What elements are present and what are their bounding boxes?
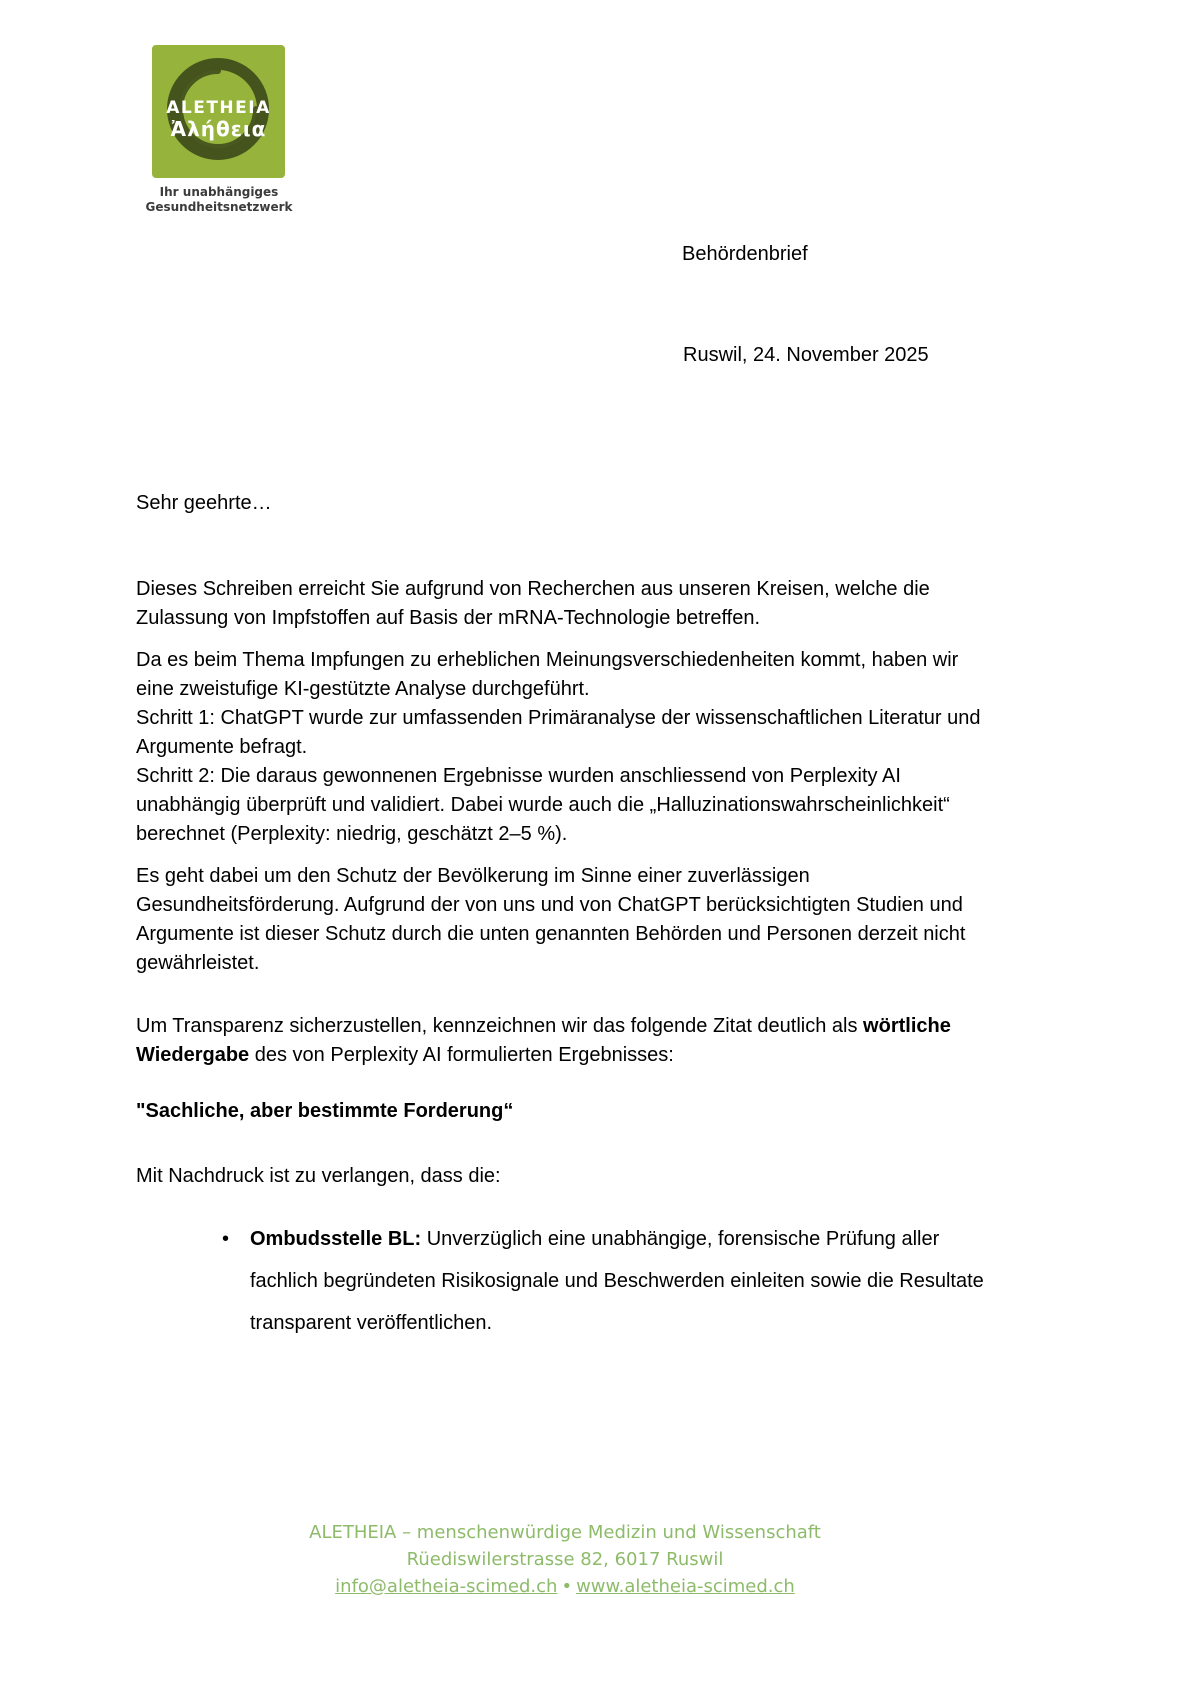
analysis-step2-line: Schritt 2: Die daraus gewonnenen Ergebnisse wurden anschliessend von Perplexity AI unabhängig überprüft und validiert. Dabei wurde auch die „Halluzinationswahrscheinlichkeit“ berechnet (Perplexity: niedrig, geschätzt 2–5 %). (136, 765, 950, 845)
paragraph-research-intro: Dieses Schreiben erreicht Sie aufgrund von Recherchen aus unseren Kreisen, welche die Zulassung von Impfstoffen auf Basis der mRNA-Technologie betreffen. (136, 578, 930, 629)
list-item-body: Unverzüglich eine unabhängige, forensische Prüfung aller fachlich begründeten Risikosignale und Beschwerden einleiten sowie die Resultate transparent veröffentlichen. (250, 1228, 984, 1334)
salutation: Sehr geehrte… (136, 492, 272, 514)
paragraph-protection: Es geht dabei um den Schutz der Bevölkerung im Sinne einer zuverlässigen Gesundheitsförderung. Aufgrund der von uns und von ChatGPT berücksichtigten Studien und Argumente ist dieser Schutz durch die unten genannten Behörden und Personen derzeit nicht gewährleistet. (136, 865, 966, 974)
document-type-label: Behördenbrief (682, 243, 808, 265)
analysis-step1-line: Schritt 1: ChatGPT wurde zur umfassenden Primäranalyse der wissenschaftlichen Literatur und Argumente befragt. (136, 707, 981, 758)
footer-contact-line (136, 1573, 994, 1600)
logo-block (145, 45, 329, 215)
list-item-text (250, 1218, 996, 1344)
logo-tagline (109, 185, 329, 215)
footer-separator-dot: • (561, 1576, 573, 1597)
logo-tagline-line1: Ihr unabhängiges (159, 185, 279, 199)
bullet-icon: • (222, 1228, 230, 1250)
list-item (136, 1218, 996, 1344)
letter-body (136, 489, 996, 1344)
demand-intro: Mit Nachdruck ist zu verlangen, dass die: (136, 1165, 501, 1187)
footer-email-link[interactable]: info@aletheia-scimed.ch (335, 1576, 558, 1597)
logo-text (166, 98, 271, 140)
footer-address-line: Rüediswilerstrasse 82, 6017 Ruswil (406, 1549, 724, 1570)
transparency-bold-phrase: wörtliche Wiedergabe (136, 1015, 951, 1066)
demand-list (136, 1218, 996, 1344)
place-date-line: Ruswil, 24. November 2025 (683, 344, 929, 366)
letter-footer (136, 1519, 994, 1600)
aletheia-logo (152, 45, 285, 178)
transparency-text-before: Um Transparenz sicherzustellen, kennzeichnen wir das folgende Zitat deutlich als (136, 1015, 864, 1037)
quote-heading: "Sachliche, aber bestimmte Forderung“ (136, 1100, 514, 1122)
footer-org-line: ALETHEIA – menschenwürdige Medizin und Wissenschaft (309, 1522, 821, 1543)
paragraph-transparency (136, 1012, 996, 1070)
logo-tagline-line2: Gesundheitsnetzwerk (145, 200, 293, 214)
logo-greek-subtitle: Ἀλήθεια (170, 116, 267, 141)
footer-website-link[interactable]: www.aletheia-scimed.ch (576, 1576, 795, 1597)
paragraph-analysis-steps (136, 646, 996, 849)
list-item-label: Ombudsstelle BL: (250, 1228, 422, 1250)
transparency-text-after: des von Perplexity AI formulierten Ergebnisses: (249, 1044, 674, 1066)
analysis-intro-line: Da es beim Thema Impfungen zu erheblichen Meinungsverschiedenheiten kommt, haben wir eine zweistufige KI-gestützte Analyse durchgeführt. (136, 649, 959, 700)
logo-title: ALETHEIA (166, 97, 271, 118)
